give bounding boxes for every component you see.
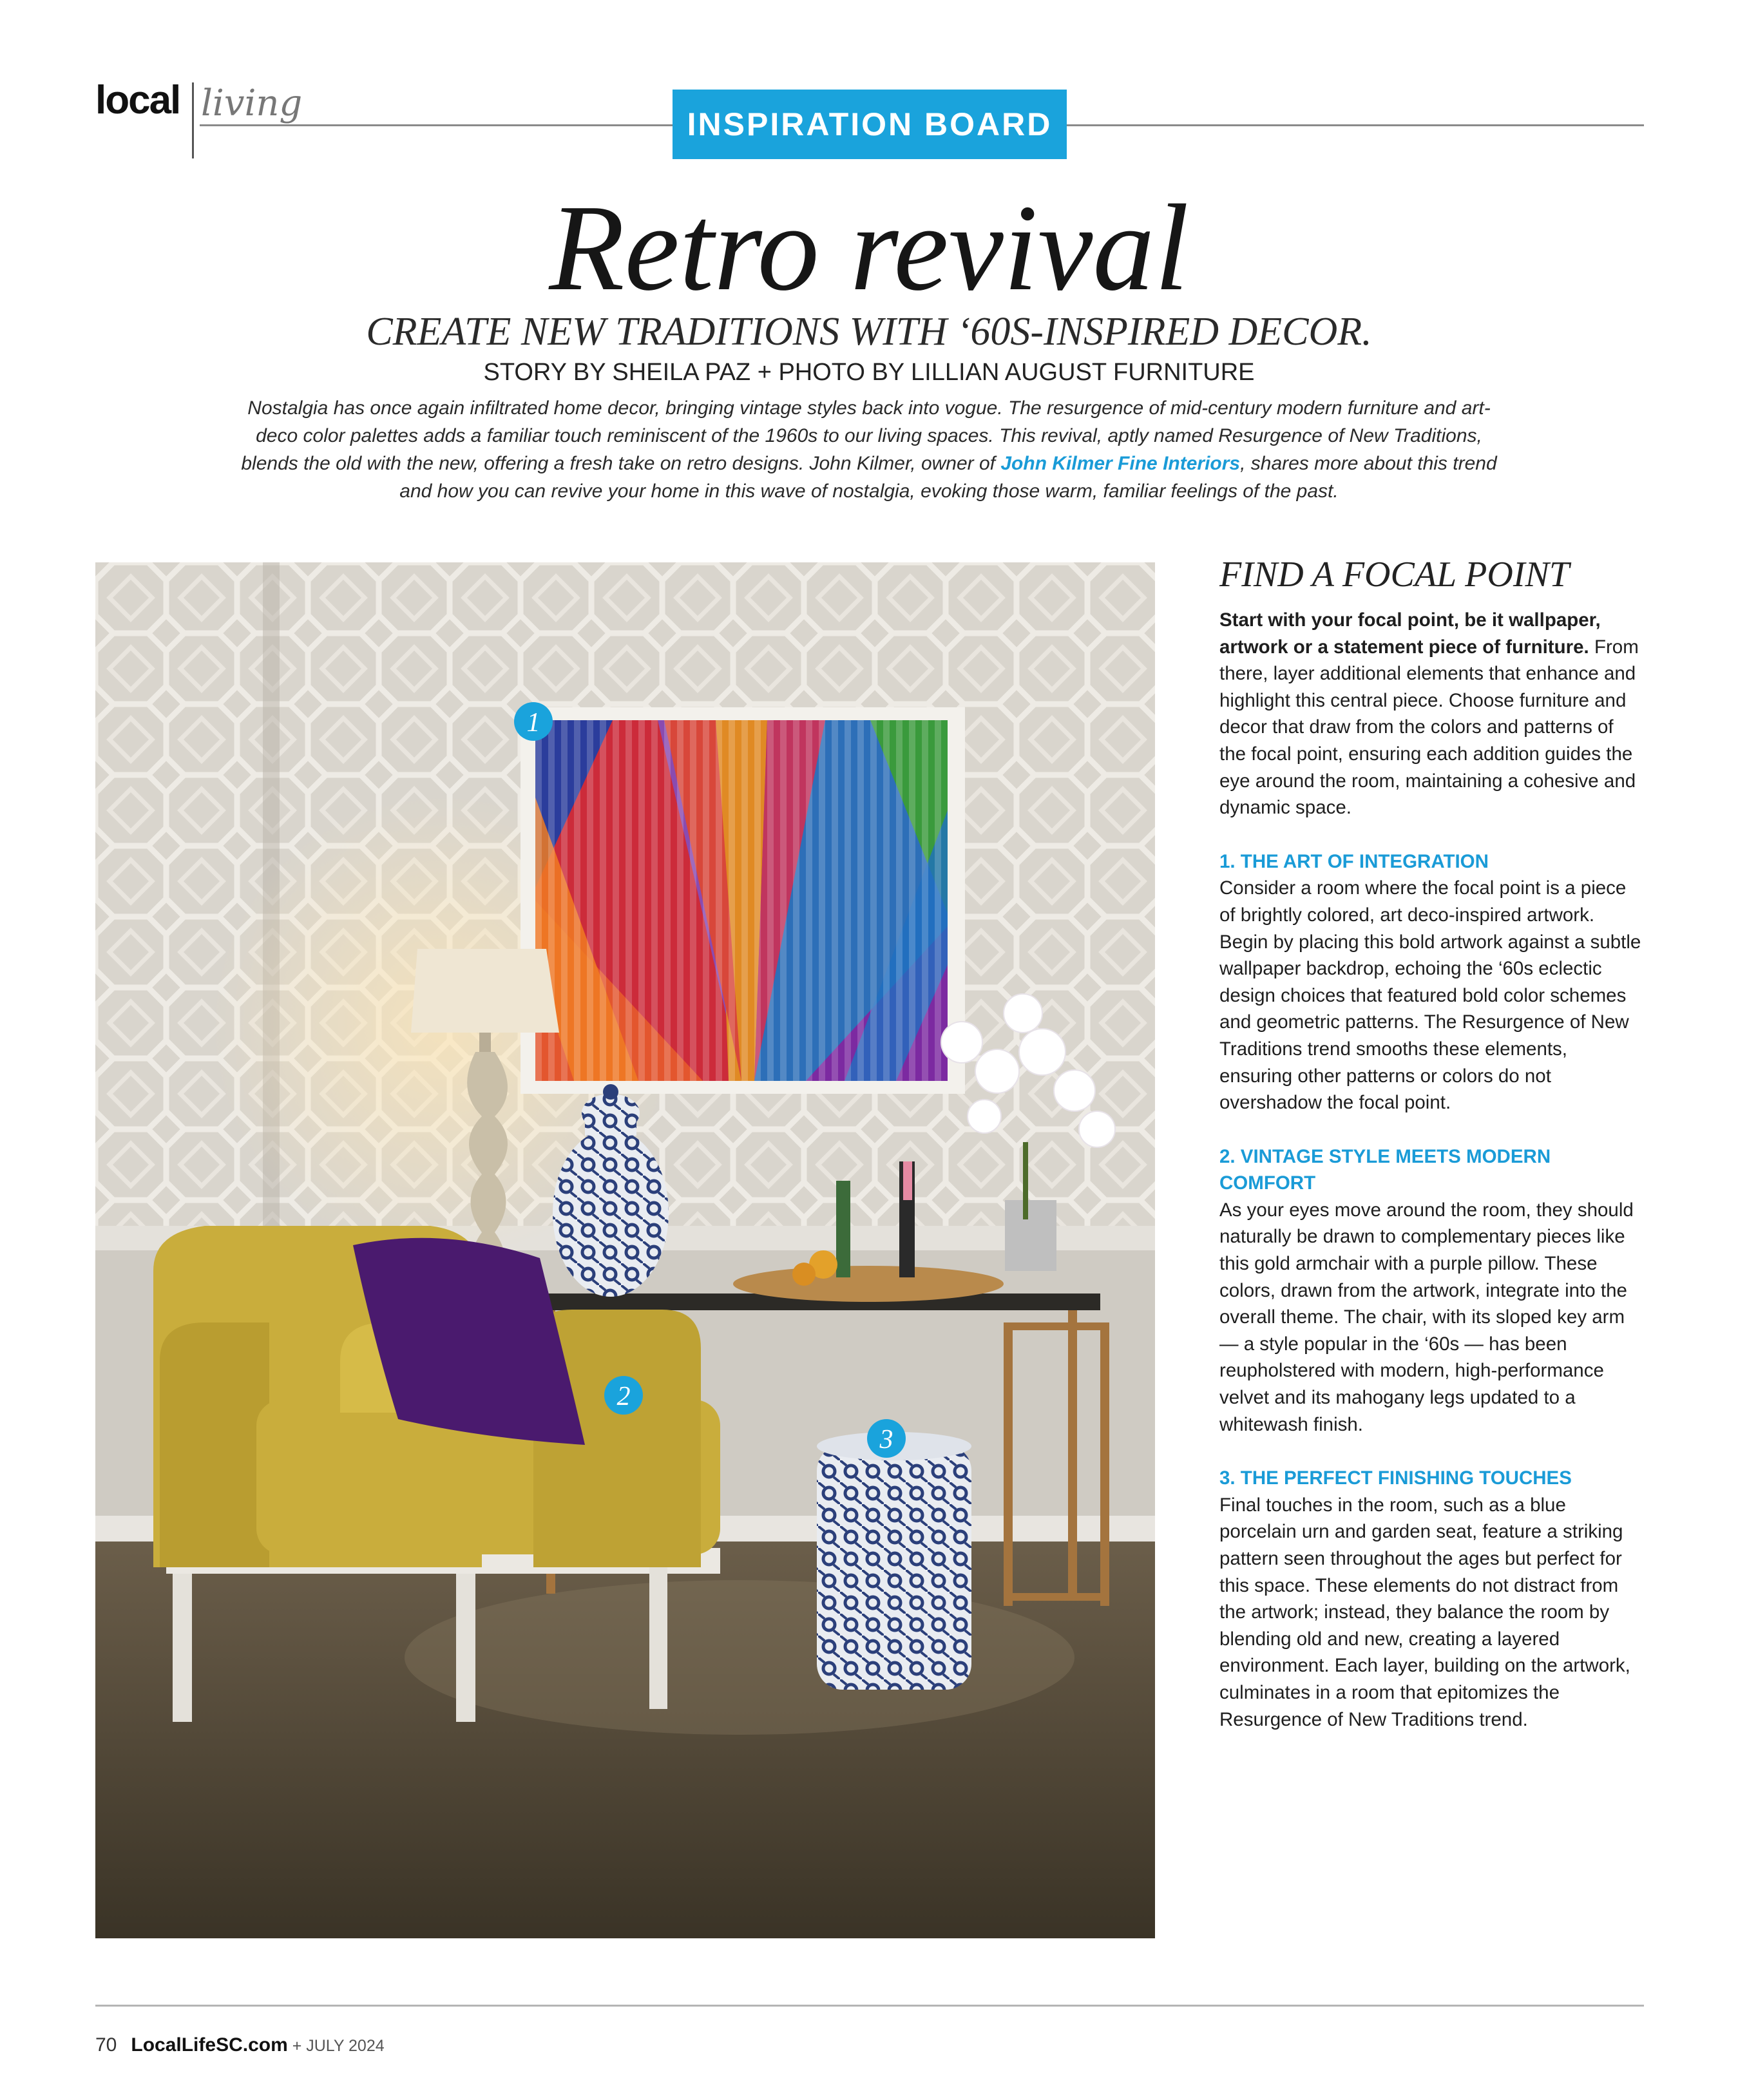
article-subtitle: CREATE NEW TRADITIONS WITH ‘60S-INSPIRED DECOR. <box>366 310 1372 354</box>
intro-link-kilmer[interactable]: John Kilmer Fine Interiors <box>1000 453 1241 474</box>
intro-text-before: Nostalgia has once again infiltrated home decor, bringing vintage styles back into vogue. The resurgence of mid-century modern furniture and art-deco color palettes adds a familiar touch reminiscent of the 1960s to our living spaces. This revival, aptly named Resurgence of New Traditions, blends the old with the new, offering a fresh take on retro designs. John Kilmer, owner of <box>241 397 1491 474</box>
section-3-body: Final touches in the room, such as a blue porcelain urn and garden seat, feature a striking pattern seen throughout the ages but perfect for this space. These elements do not distract from the artwork; instead, they balance the room by blending old and new, creating a layered environment. Each layer, building on the artwork, culminates in a room that epitomizes the Resurgence of New Traditions trend. <box>1219 1494 1630 1730</box>
callout-3 <box>867 1419 906 1458</box>
section-2-title: 2. VINTAGE STYLE MEETS MODERN COMFORT <box>1219 1145 1551 1194</box>
callout-1-label: 1 <box>526 708 540 738</box>
sidebar-lead-body: From there, layer additional elements that enhance and highlight this central piece. Choose furniture and decor that draw from the colors and patterns of the focal point, ensuring each addition guides the eye around the room, maintaining a cohesive and dynamic space. <box>1219 636 1639 819</box>
footer-rule <box>95 2005 1644 2007</box>
callout-2-label: 2 <box>616 1382 631 1411</box>
brand-logo-local: local <box>95 78 180 122</box>
section-tag: INSPIRATION BOARD <box>673 90 1067 159</box>
page-footer <box>95 2034 385 2056</box>
callout-3-label: 3 <box>879 1425 893 1455</box>
sidebar-column <box>1219 554 1645 1733</box>
brand-logo-living: living <box>201 82 303 124</box>
section-2-body: As your eyes move around the room, they should naturally be drawn to complementary pieces like this gold armchair with a purple pillow. These colors, drawn from the artwork, integrate into the overall theme. The chair, with its sloped key arm — a style popular in the ‘60s — has been reupholstered with modern, high-performance velvet and its mahogany legs updated to a whitewash finish. <box>1219 1199 1634 1435</box>
page-number: 70 <box>95 2034 117 2056</box>
article-intro <box>232 394 1506 505</box>
section-3-title: 3. THE PERFECT FINISHING TOUCHES <box>1219 1467 1572 1489</box>
sidebar-intro <box>1219 607 1645 821</box>
footer-site-link[interactable]: LocalLifeSC.com <box>131 2034 288 2056</box>
sidebar-heading: FIND A FOCAL POINT <box>1219 555 1569 595</box>
intro-text-after: , shares more about this trend and how you can revive your home in this wave of nostalgia, evoking those warm, familiar feelings of the past. <box>399 453 1497 502</box>
room-photo <box>95 562 1155 1938</box>
callout-1 <box>514 702 553 741</box>
footer-issue-date: + JULY 2024 <box>287 2037 385 2055</box>
article-title: Retro revival <box>549 179 1189 316</box>
section-1-body: Consider a room where the focal point is a piece of brightly colored, art deco-inspired artwork. Begin by placing this bold artwork against a subtle wallpaper backdrop, echoing the ‘60s eclectic design choices that featured bold color schemes and geometric patterns. The Resurgence of New Traditions trend smooths these elements, ensuring other patterns or colors do not overshadow the focal point. <box>1219 877 1641 1114</box>
article-byline: STORY BY SHEILA PAZ + PHOTO BY LILLIAN AUGUST FURNITURE <box>483 359 1255 386</box>
brand-divider <box>192 82 194 158</box>
section-1-title: 1. THE ART OF INTEGRATION <box>1219 850 1489 872</box>
callout-2 <box>604 1376 643 1415</box>
sidebar-lead: Start with your focal point, be it wallpaper, artwork or a statement piece of furniture. <box>1219 609 1601 658</box>
